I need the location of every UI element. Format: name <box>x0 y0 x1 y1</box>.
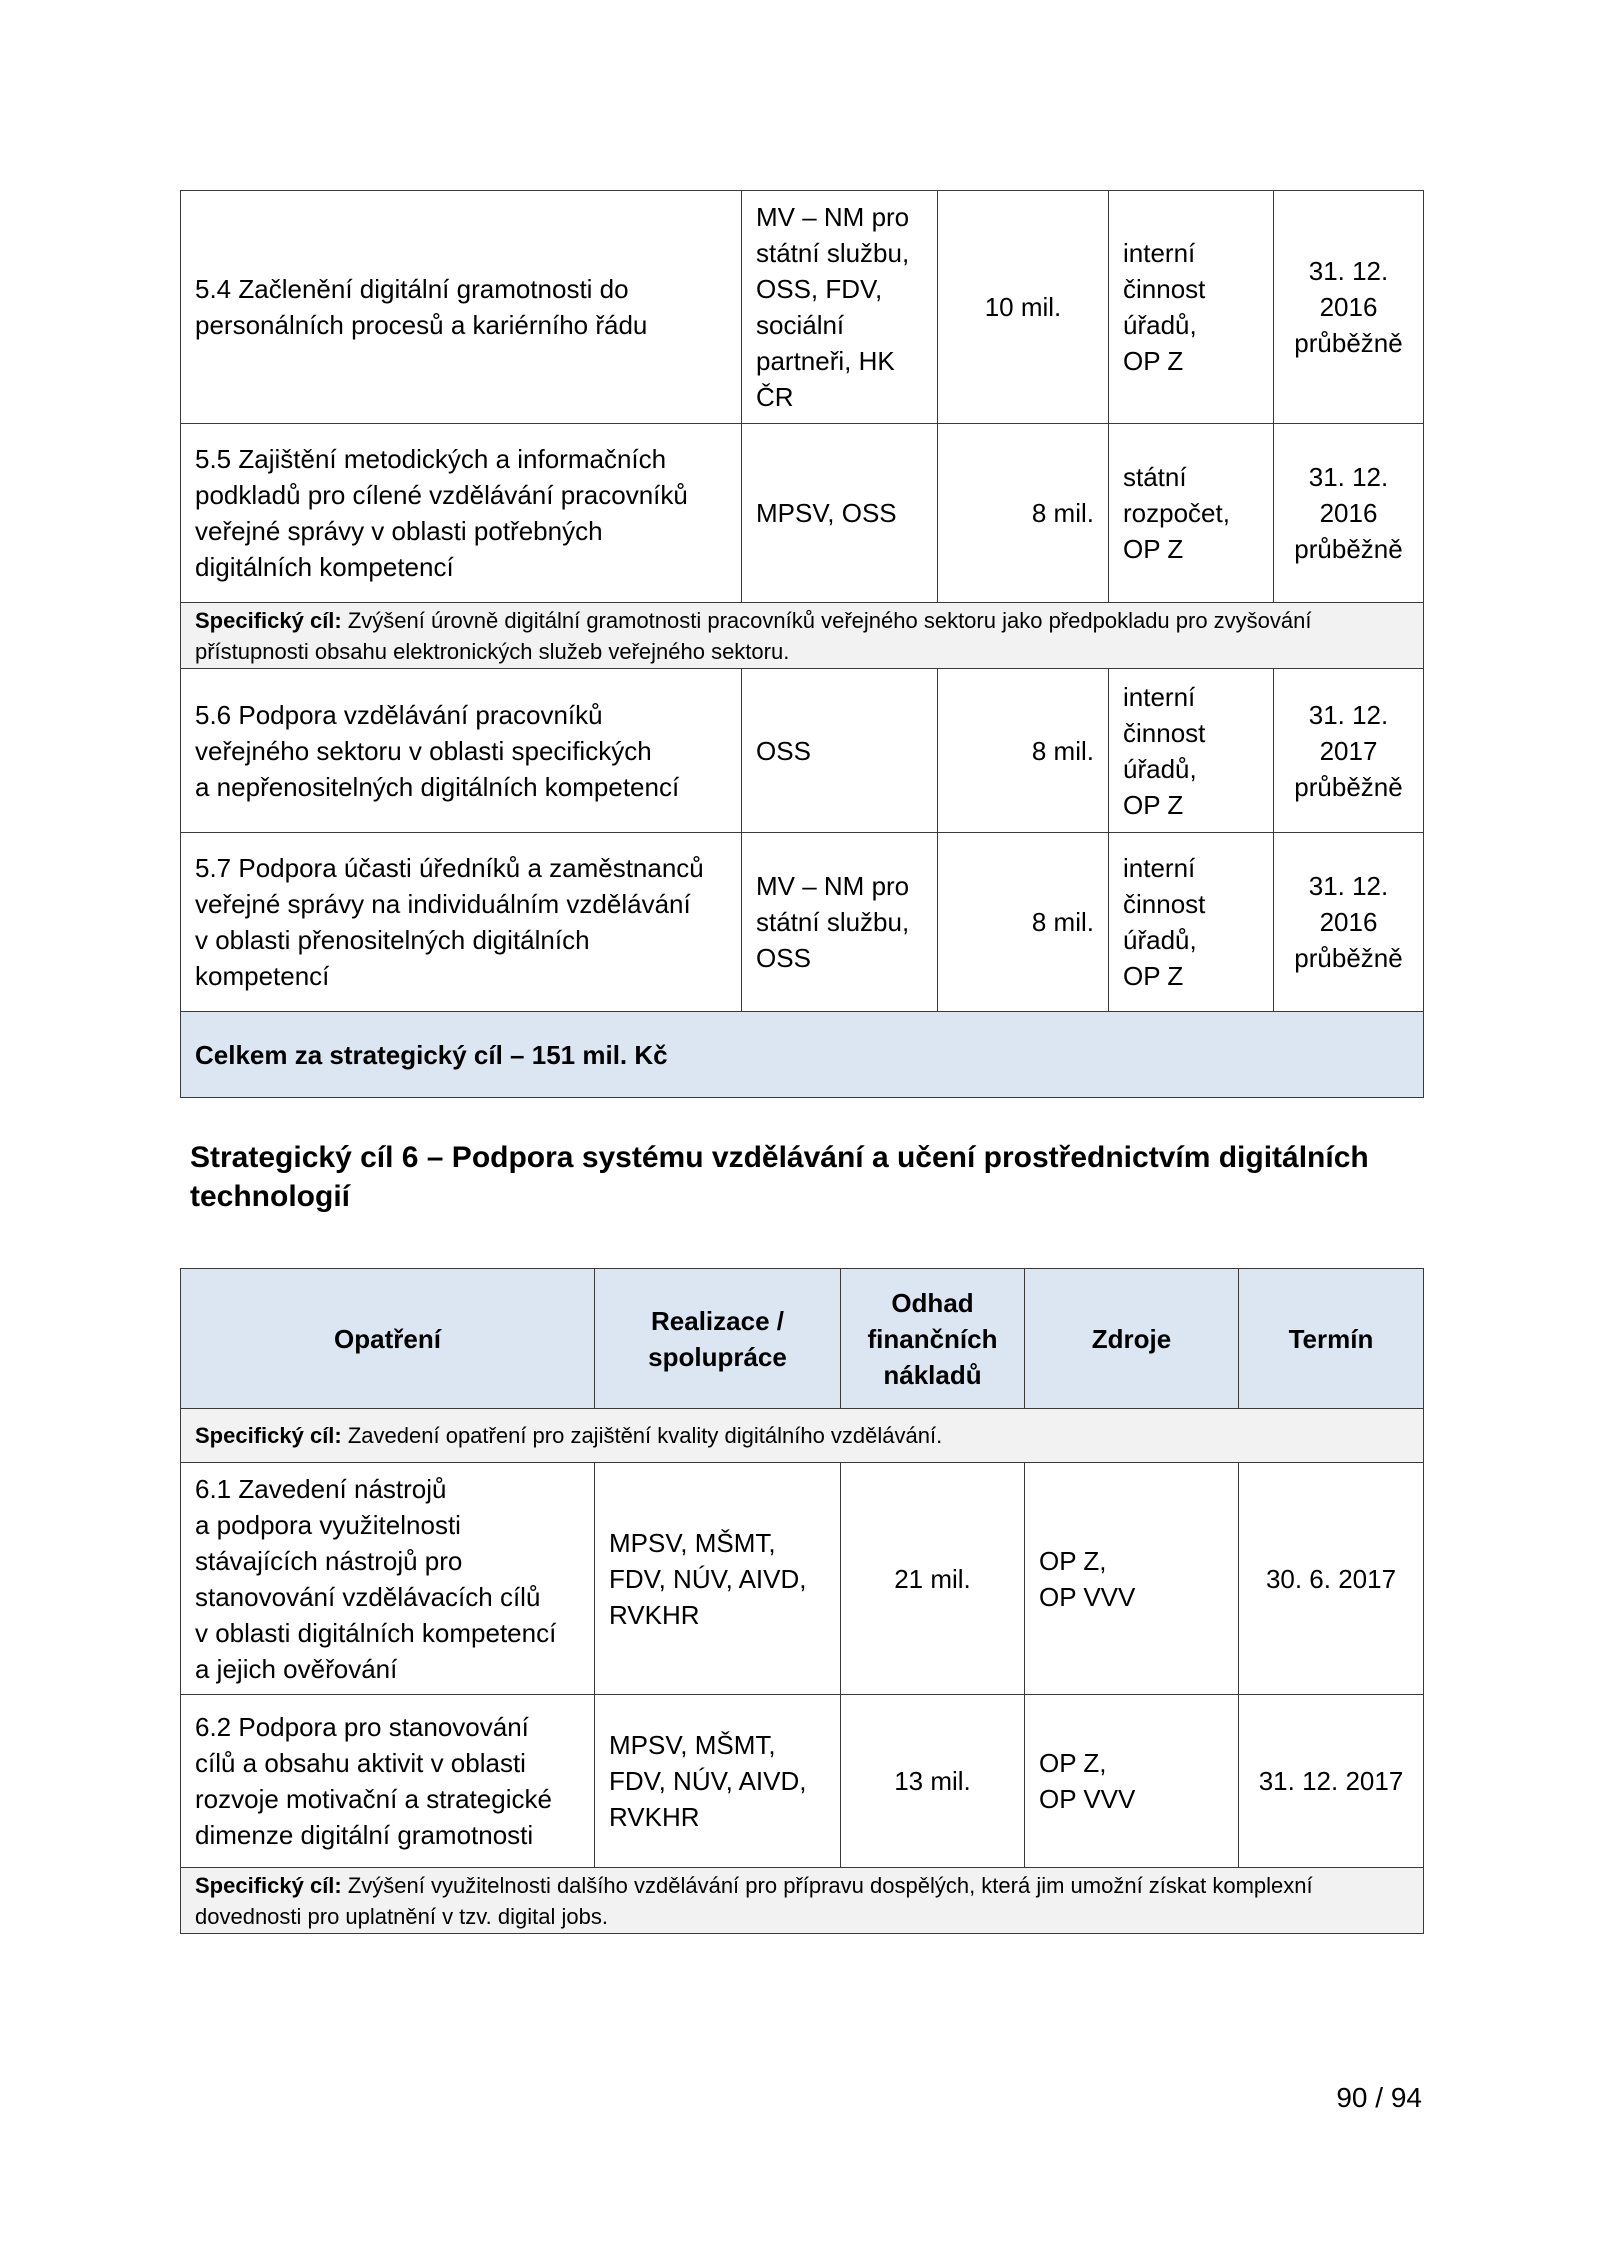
measure-5-5: 5.5 Zajištění metodických a informačních podkladů pro cílené vzdělávání pracovníků veřejné správy v oblasti potřebných digitálních kompetencí <box>181 424 742 603</box>
specific-goal-label: Specifický cíl: <box>195 1423 342 1448</box>
realization-5-6: OSS <box>742 669 938 833</box>
total-row <box>181 1012 1424 1098</box>
sources-5-4: interní činnost úřadů, OP Z <box>1109 191 1274 424</box>
deadline-5-6: 31. 12. 2017 průběžně <box>1274 669 1424 833</box>
table-row <box>181 669 1424 833</box>
realization-6-1: MPSV, MŠMT, FDV, NÚV, AIVD, RVKHR <box>595 1463 841 1695</box>
sources-6-2: OP Z, OP VVV <box>1025 1695 1239 1868</box>
cost-5-4: 10 mil. <box>938 191 1109 424</box>
table-row <box>181 833 1424 1012</box>
deadline-6-1: 30. 6. 2017 <box>1239 1463 1424 1695</box>
col-header-cost: Odhad finančních nákladů <box>841 1269 1025 1409</box>
measure-5-7: 5.7 Podpora účasti úředníků a zaměstnanců veřejné správy na individuálním vzdělávání v oblasti přenositelných digitálních kompetencí <box>181 833 742 1012</box>
goal-total: Celkem za strategický cíl – 151 mil. Kč <box>181 1012 1424 1098</box>
deadline-5-5: 31. 12. 2016 průběžně <box>1274 424 1424 603</box>
specific-goal-row <box>181 603 1424 669</box>
specific-goal <box>181 603 1424 669</box>
specific-goal-row <box>181 1409 1424 1463</box>
specific-goal-text: Zvýšení využitelnosti dalšího vzdělávání pro přípravu dospělých, která jim umožní získat komplexní dovednosti pro uplatnění v tzv. digital jobs. <box>195 1872 1313 1929</box>
measure-5-4: 5.4 Začlenění digitální gramotnosti do personálních procesů a kariérního řádu <box>181 191 742 424</box>
table-row <box>181 191 1424 424</box>
specific-goal-text: Zvýšení úrovně digitální gramotnosti pracovníků veřejného sektoru jako předpokladu pro zvyšování přístupnosti obsahu elektronických služeb veřejného sektoru. <box>195 607 1312 664</box>
deadline-6-2: 31. 12. 2017 <box>1239 1695 1424 1868</box>
specific-goal-label: Specifický cíl: <box>195 1872 342 1898</box>
table-row <box>181 1695 1424 1868</box>
realization-5-7: MV – NM pro státní službu, OSS <box>742 833 938 1012</box>
specific-goal-label: Specifický cíl: <box>195 607 342 633</box>
sources-5-7: interní činnost úřadů, OP Z <box>1109 833 1274 1012</box>
realization-5-4: MV – NM pro státní službu, OSS, FDV, sociální partneři, HK ČR <box>742 191 938 424</box>
col-header-measure: Opatření <box>181 1269 595 1409</box>
page-number: 90 / 94 <box>1336 2082 1422 2113</box>
section-heading: Strategický cíl 6 – Podpora systému vzdělávání a učení prostřednictvím digitálních technologií <box>190 1141 1369 1213</box>
deadline-5-7: 31. 12. 2016 průběžně <box>1274 833 1424 1012</box>
specific-goal-text: Zavedení opatření pro zajištění kvality digitálního vzdělávání. <box>341 1423 943 1448</box>
col-header-realization: Realizace / spolupráce <box>595 1269 841 1409</box>
sources-5-6: interní činnost úřadů, OP Z <box>1109 669 1274 833</box>
cost-5-7: 8 mil. <box>938 833 1109 1012</box>
goal5-table <box>180 190 1424 1098</box>
goal6-table <box>180 1268 1424 1934</box>
specific-goal <box>181 1868 1424 1934</box>
cost-5-6: 8 mil. <box>938 669 1109 833</box>
table-row <box>181 424 1424 603</box>
col-header-sources: Zdroje <box>1025 1269 1239 1409</box>
measure-6-2: 6.2 Podpora pro stanovování cílů a obsahu aktivit v oblasti rozvoje motivační a strategické dimenze digitální gramotnosti <box>181 1695 595 1868</box>
measure-6-1: 6.1 Zavedení nástrojů a podpora využitelnosti stávajících nástrojů pro stanovování vzdělávacích cílů v oblasti digitálních kompetencí a jejich ověřování <box>181 1463 595 1695</box>
table-header-row <box>181 1269 1424 1409</box>
measure-5-6: 5.6 Podpora vzdělávání pracovníků veřejného sektoru v oblasti specifických a nepřenositelných digitálních kompetencí <box>181 669 742 833</box>
realization-6-2: MPSV, MŠMT, FDV, NÚV, AIVD, RVKHR <box>595 1695 841 1868</box>
specific-goal-row <box>181 1868 1424 1934</box>
col-header-deadline: Termín <box>1239 1269 1424 1409</box>
sources-5-5: státní rozpočet, OP Z <box>1109 424 1274 603</box>
cost-6-2: 13 mil. <box>841 1695 1025 1868</box>
sources-6-1: OP Z, OP VVV <box>1025 1463 1239 1695</box>
realization-5-5: MPSV, OSS <box>742 424 938 603</box>
cost-5-5: 8 mil. <box>938 424 1109 603</box>
table-row <box>181 1463 1424 1695</box>
deadline-5-4: 31. 12. 2016 průběžně <box>1274 191 1424 424</box>
cost-6-1: 21 mil. <box>841 1463 1025 1695</box>
specific-goal <box>181 1409 1424 1463</box>
